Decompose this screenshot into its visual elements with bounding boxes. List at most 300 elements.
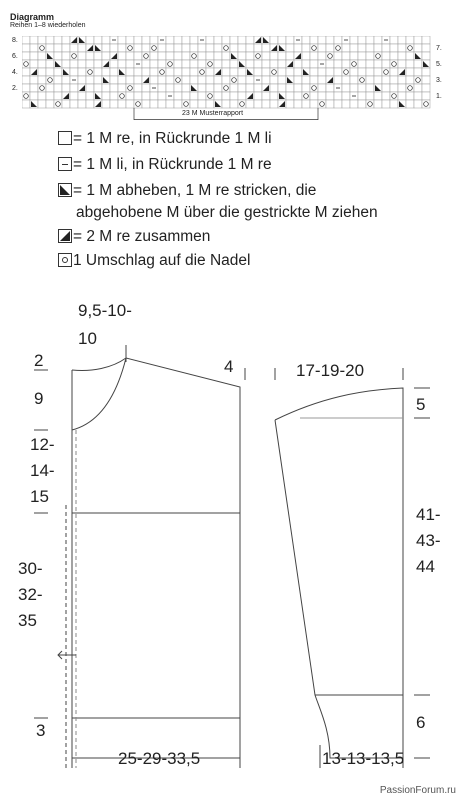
chart-cell [254,44,262,52]
chart-cell [70,100,78,108]
chart-cell [382,84,390,92]
chart-cell [86,92,94,100]
knitting-chart [22,36,436,120]
chart-cell [70,92,78,100]
chart-cell [22,36,30,44]
chart-cell [238,68,246,76]
chart-cell [390,76,398,84]
chart-cell [198,84,206,92]
chart-cell [318,44,326,52]
chart-cell [230,44,238,52]
chart-cell [198,100,206,108]
chart-cell [254,84,262,92]
chart-cell [54,84,62,92]
chart-cell [302,76,310,84]
chart-cell [54,52,62,60]
chart-cell [118,100,126,108]
chart-cell [142,68,150,76]
chart-cell [62,52,70,60]
chart-cell [270,52,278,60]
chart-cell [134,92,142,100]
chart-cell [414,60,422,68]
chart-cell [278,68,286,76]
chart-cell [46,84,54,92]
chart-cell [94,76,102,84]
chart-cell [358,52,366,60]
side-length-1: 30- [18,559,43,578]
chart-cell [46,44,54,52]
chart-cell [158,68,166,76]
chart-cell [350,84,358,92]
chart-cell [318,68,326,76]
chart-cell [46,92,54,100]
chart-cell [198,92,206,100]
chart-cell [326,68,334,76]
chart-cell [406,52,414,60]
chart-cell [398,36,406,44]
chart-cell [222,76,230,84]
chart-cell [382,52,390,60]
chart-cell [62,76,70,84]
chart-cell [214,44,222,52]
chart-cell [398,52,406,60]
chart-cell [342,44,350,52]
chart-cell [374,36,382,44]
chart-cell [46,100,54,108]
chart-cell [78,100,86,108]
chart-cell [86,60,94,68]
chart-cell [30,92,38,100]
chart-cell [398,84,406,92]
legend-text-yo: 1 Umschlag auf die Nadel [73,252,251,269]
chart-cell [198,68,206,76]
chart-cell [118,60,126,68]
sleeve-length-3: 44 [416,557,435,576]
diagram-title: Diagramm [10,12,55,22]
chart-cell [262,92,270,100]
armhole-1: 12- [30,435,55,454]
chart-cell [230,36,238,44]
chart-cell [254,100,262,108]
chart-cell [166,100,174,108]
chart-cell [310,100,318,108]
chart-cell [38,76,46,84]
chart-cell [62,44,70,52]
chart-cell [158,60,166,68]
chart-cell [54,36,62,44]
neck-width-2: 10 [78,329,97,348]
chart-cell [422,68,430,76]
diagram-subtitle: Reihen 1–8 wiederholen [10,22,86,29]
chart-cell [46,76,54,84]
chart-cell [326,60,334,68]
chart-cell [286,100,294,108]
chart-cell [22,44,30,52]
chart-cell [54,44,62,52]
chart-cell [254,92,262,100]
chart-cell [374,52,382,60]
chart-cell [246,52,254,60]
chart-cell [158,84,166,92]
legend-row-purl [58,156,272,174]
chart-cell [358,60,366,68]
chart-cell [342,76,350,84]
chart-cell [30,52,38,60]
chart-cell [62,84,70,92]
chart-cell [182,52,190,60]
chart-cell [350,68,358,76]
chart-cell [222,92,230,100]
chart-cell [206,44,214,52]
chart-cell [110,44,118,52]
row-label-1: 1. [436,93,442,100]
chart-cell [102,92,110,100]
empty-square-icon [58,131,72,145]
chart-cell [222,44,230,52]
chart-cell [22,76,30,84]
chart-cell [294,44,302,52]
chart-cell [310,92,318,100]
legend-text-ssk: = 1 M abheben, 1 M re stricken, die [73,182,317,199]
chart-cell [318,36,326,44]
chart-cell [190,100,198,108]
dash-square-icon [58,157,72,171]
chart-cell [126,60,134,68]
chart-cell [422,44,430,52]
chart-cell [206,60,214,68]
chart-cell [206,76,214,84]
chart-cell [286,36,294,44]
chart-cell [358,100,366,108]
chart-cell [350,44,358,52]
chart-cell [166,44,174,52]
chart-cell [230,100,238,108]
body-outline [72,358,240,758]
chart-cell [198,52,206,60]
chart-cell [214,84,222,92]
chart-cell [46,60,54,68]
chart-cell [358,44,366,52]
chart-cell [78,68,86,76]
chart-cell [174,100,182,108]
chart-cell [86,100,94,108]
chart-cell [390,84,398,92]
chart-cell [310,84,318,92]
chart-cell [214,36,222,44]
chart-cell [246,60,254,68]
chart-cell [94,36,102,44]
chart-cell [254,60,262,68]
chart-cell [126,44,134,52]
chart-cell [246,36,254,44]
chart-cell [150,44,158,52]
chart-cell [262,44,270,52]
chart-cell [406,36,414,44]
chart-cell [150,60,158,68]
chart-cell [222,100,230,108]
chart-cell [70,68,78,76]
chart-cell [206,68,214,76]
rib-sleeve: 6 [416,713,426,732]
sleeve-outline [275,388,403,758]
chart-cell [230,92,238,100]
chart-cell [22,60,30,68]
chart-cell [22,92,30,100]
chart-cell [142,60,150,68]
chart-cell [78,52,86,60]
chart-cell [126,52,134,60]
chart-cell [262,76,270,84]
chart-cell [150,100,158,108]
legend-text-purl: = 1 M li, in Rückrunde 1 M re [73,156,272,173]
chart-cell [206,92,214,100]
chart-cell [230,84,238,92]
chart-cell [62,36,70,44]
chart-cell [206,84,214,92]
chart-cell [270,36,278,44]
chart-cell [422,76,430,84]
chart-cell [382,76,390,84]
chart-cell [110,84,118,92]
chart-cell [398,44,406,52]
chart-cell [70,84,78,92]
chart-cell [350,36,358,44]
chart-cell [22,68,30,76]
chart-cell [222,60,230,68]
chart-cell [158,52,166,60]
chart-cell [174,84,182,92]
chart-cell [54,68,62,76]
chart-cell [158,100,166,108]
chart-cell [134,68,142,76]
chart-cell [30,84,38,92]
chart-cell [46,68,54,76]
chart-cell [302,44,310,52]
chart-cell [406,92,414,100]
chart-cell [102,100,110,108]
chart-cell [342,52,350,60]
chart-cell [118,84,126,92]
chart-cell [238,100,246,108]
chart-cell [94,52,102,60]
chart-cell [166,76,174,84]
shoulder-drop-left: 2 [34,351,44,370]
chart-cell [342,68,350,76]
armhole-3: 15 [30,487,49,506]
chart-cell [326,44,334,52]
legend-row-yo [58,252,251,270]
chart-cell [334,68,342,76]
chart-cell [382,100,390,108]
chart-cell [102,84,110,92]
chart-cell [238,92,246,100]
chart-cell [358,68,366,76]
chart-cell [310,76,318,84]
legend-row-ssk-cont [76,204,378,222]
chart-cell [102,44,110,52]
chart-cell [414,44,422,52]
chart-cell [238,36,246,44]
chart-cell [246,84,254,92]
chart-cell [70,60,78,68]
chart-cell [182,92,190,100]
chart-cell [110,92,118,100]
chart-cell [134,36,142,44]
row-label-7: 7. [436,45,442,52]
row-label-5: 5. [436,61,442,68]
chart-cell [166,84,174,92]
chart-cell [270,68,278,76]
chart-cell [46,36,54,44]
chart-cell [126,68,134,76]
chart-cell [222,84,230,92]
chart-cell [22,100,30,108]
chart-cell [86,36,94,44]
chart-cell [54,92,62,100]
chart-cell [358,76,366,84]
chart-cell [166,60,174,68]
chart-cell [70,44,78,52]
chart-cell [382,68,390,76]
chart-cell [334,100,342,108]
chart-cell [78,76,86,84]
chart-cell [206,52,214,60]
chart-cell [238,52,246,60]
chart-cell [286,68,294,76]
chart-cell [286,52,294,60]
chart-cell [278,60,286,68]
chart-cell [166,52,174,60]
chart-cell [230,68,238,76]
chart-cell [54,76,62,84]
chart-cell [182,60,190,68]
chart-cell [294,68,302,76]
chart-cell [374,60,382,68]
chart-cell [126,76,134,84]
chart-cell [406,76,414,84]
chart-cell [270,100,278,108]
chart-cell [246,44,254,52]
chart-cell [318,100,326,108]
chart-cell [182,36,190,44]
chart-cell [22,52,30,60]
chart-cell [134,100,142,108]
chart-cell [182,68,190,76]
chart-cell [38,84,46,92]
chart-cell [142,52,150,60]
neck-depth: 9 [34,389,44,408]
body-neck-top [72,358,126,371]
chart-cell [126,100,134,108]
chart-cell [366,68,374,76]
chart-cell [278,52,286,60]
chart-cell [118,92,126,100]
chart-cell [30,60,38,68]
chart-cell [358,36,366,44]
side-length-3: 35 [18,611,37,630]
chart-cell [38,100,46,108]
rapport-label: 23 M Musterrapport [182,110,244,117]
chart-cell [150,68,158,76]
chart-cell [214,52,222,60]
chart-cell [366,44,374,52]
chart-cell [390,68,398,76]
chart-cell [422,52,430,60]
chart-cell [358,84,366,92]
chart-cell [270,92,278,100]
chart-cell [302,92,310,100]
chart-cell [414,84,422,92]
chart-cell [38,68,46,76]
chart-cell [134,76,142,84]
chart-cell [150,52,158,60]
chart-cell [134,44,142,52]
chart-cell [422,92,430,100]
chart-cell [294,100,302,108]
chart-cell [38,60,46,68]
chart-cell [222,52,230,60]
chart-cell [246,76,254,84]
chart-cell [342,92,350,100]
chart-cell [222,36,230,44]
chart-cell [158,92,166,100]
chart-cell [366,100,374,108]
chart-cell [350,76,358,84]
row-label-8: 8. [12,37,18,44]
chart-cell [302,84,310,92]
chart-cell [230,76,238,84]
chart-cell [310,44,318,52]
chart-cell [238,44,246,52]
chart-cell [206,36,214,44]
chart-cell [262,52,270,60]
chart-cell [110,100,118,108]
legend-text-k2tog: = 2 M re zusammen [73,228,211,245]
chart-cell [350,60,358,68]
chart-cell [334,52,342,60]
chart-cell [190,60,198,68]
chart-cell [334,36,342,44]
chart-cell [350,100,358,108]
chart-cell [414,100,422,108]
chart-cell [374,68,382,76]
chart-cell [366,36,374,44]
chart-cell [142,44,150,52]
chart-cell [406,60,414,68]
chart-cell [294,92,302,100]
chart-cell [182,76,190,84]
body-width: 25-29-33,5 [118,749,201,768]
chart-cell [326,92,334,100]
chart-cell [182,44,190,52]
chart-cell [142,84,150,92]
chart-cell [422,100,430,108]
cuff-width: 13-13-13,5 [322,749,405,768]
chart-cell [214,92,222,100]
chart-cell [414,92,422,100]
chart-cell [342,100,350,108]
chart-cell [78,60,86,68]
chart-cell [94,60,102,68]
chart-cell [230,60,238,68]
chart-cell [326,100,334,108]
chart-cell [102,68,110,76]
chart-cell [182,100,190,108]
chart-cell [382,44,390,52]
chart-cell [126,92,134,100]
chart-cell [294,76,302,84]
chart-cell [358,92,366,100]
